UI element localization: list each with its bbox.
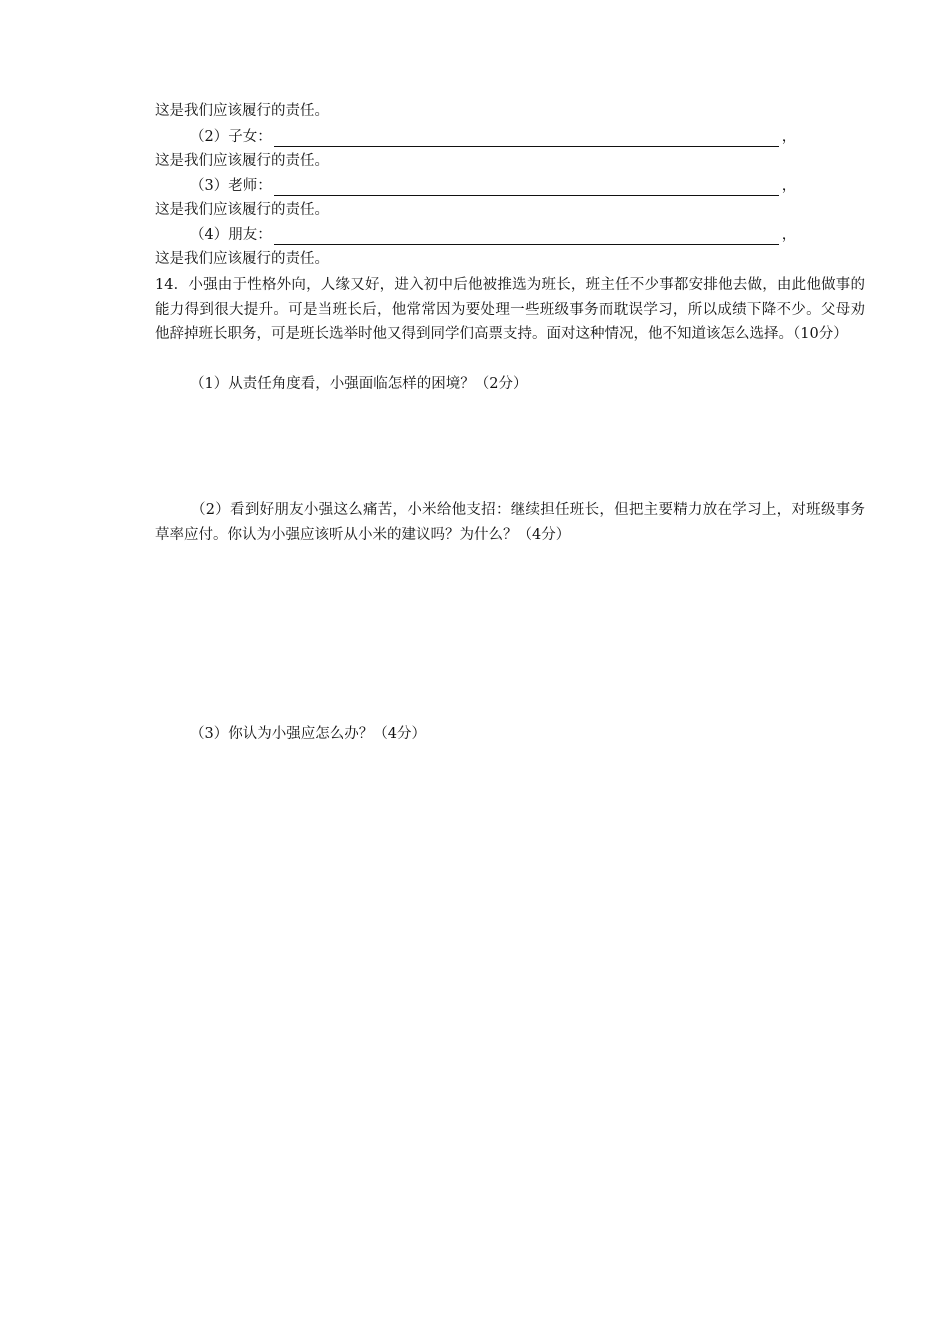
fill-item-3-tail: 这是我们应该履行的责任。 (155, 202, 329, 218)
answer-blank-3[interactable] (274, 180, 779, 196)
fill-item-4-label: （4）朋友： (190, 227, 272, 243)
fill-item-2-label: （2）子女： (190, 129, 272, 145)
question-14-sub-2: （2）看到好朋友小强这么痛苦，小米给他支招：继续担任班长，但把主要精力放在学习上，对班级事务草率应付。你认为小强应该听从小米的建议吗？为什么？（4分） (155, 502, 865, 543)
answer-blank-4[interactable] (274, 229, 779, 245)
fill-item-4-comma: ， (781, 227, 797, 243)
fill-item-2 (190, 127, 800, 147)
question-14-sub-3: （3）你认为小强应怎么办？（4分） (190, 726, 426, 742)
fill-item-2-tail: 这是我们应该履行的责任。 (155, 153, 329, 169)
fill-item-2-comma: ， (781, 129, 797, 145)
fill-item-4 (190, 225, 800, 245)
question-14-stem: 14．小强由于性格外向，人缘又好，进入初中后他被推选为班长，班主任不少事都安排他去做，由此他做事的能力得到很大提升。可是当班长后，他常常因为要处理一些班级事务而耽误学习，所以成绩下降不少。父母劝他辞掉班长职务，可是班长选举时他又得到同学们高票支持。面对这种情况，他不知道该怎么选择。（10分） (155, 277, 865, 342)
fill-item-4-tail: 这是我们应该履行的责任。 (155, 251, 329, 267)
fill-item-3 (190, 176, 800, 196)
answer-blank-2[interactable] (274, 131, 779, 147)
fill-item-3-comma: ， (781, 178, 797, 194)
fill-item-3-label: （3）老师： (190, 178, 272, 194)
fill-item-1-tail: 这是我们应该履行的责任。 (155, 103, 329, 119)
question-14-sub-1: （1）从责任角度看，小强面临怎样的困境？（2分） (190, 376, 528, 392)
